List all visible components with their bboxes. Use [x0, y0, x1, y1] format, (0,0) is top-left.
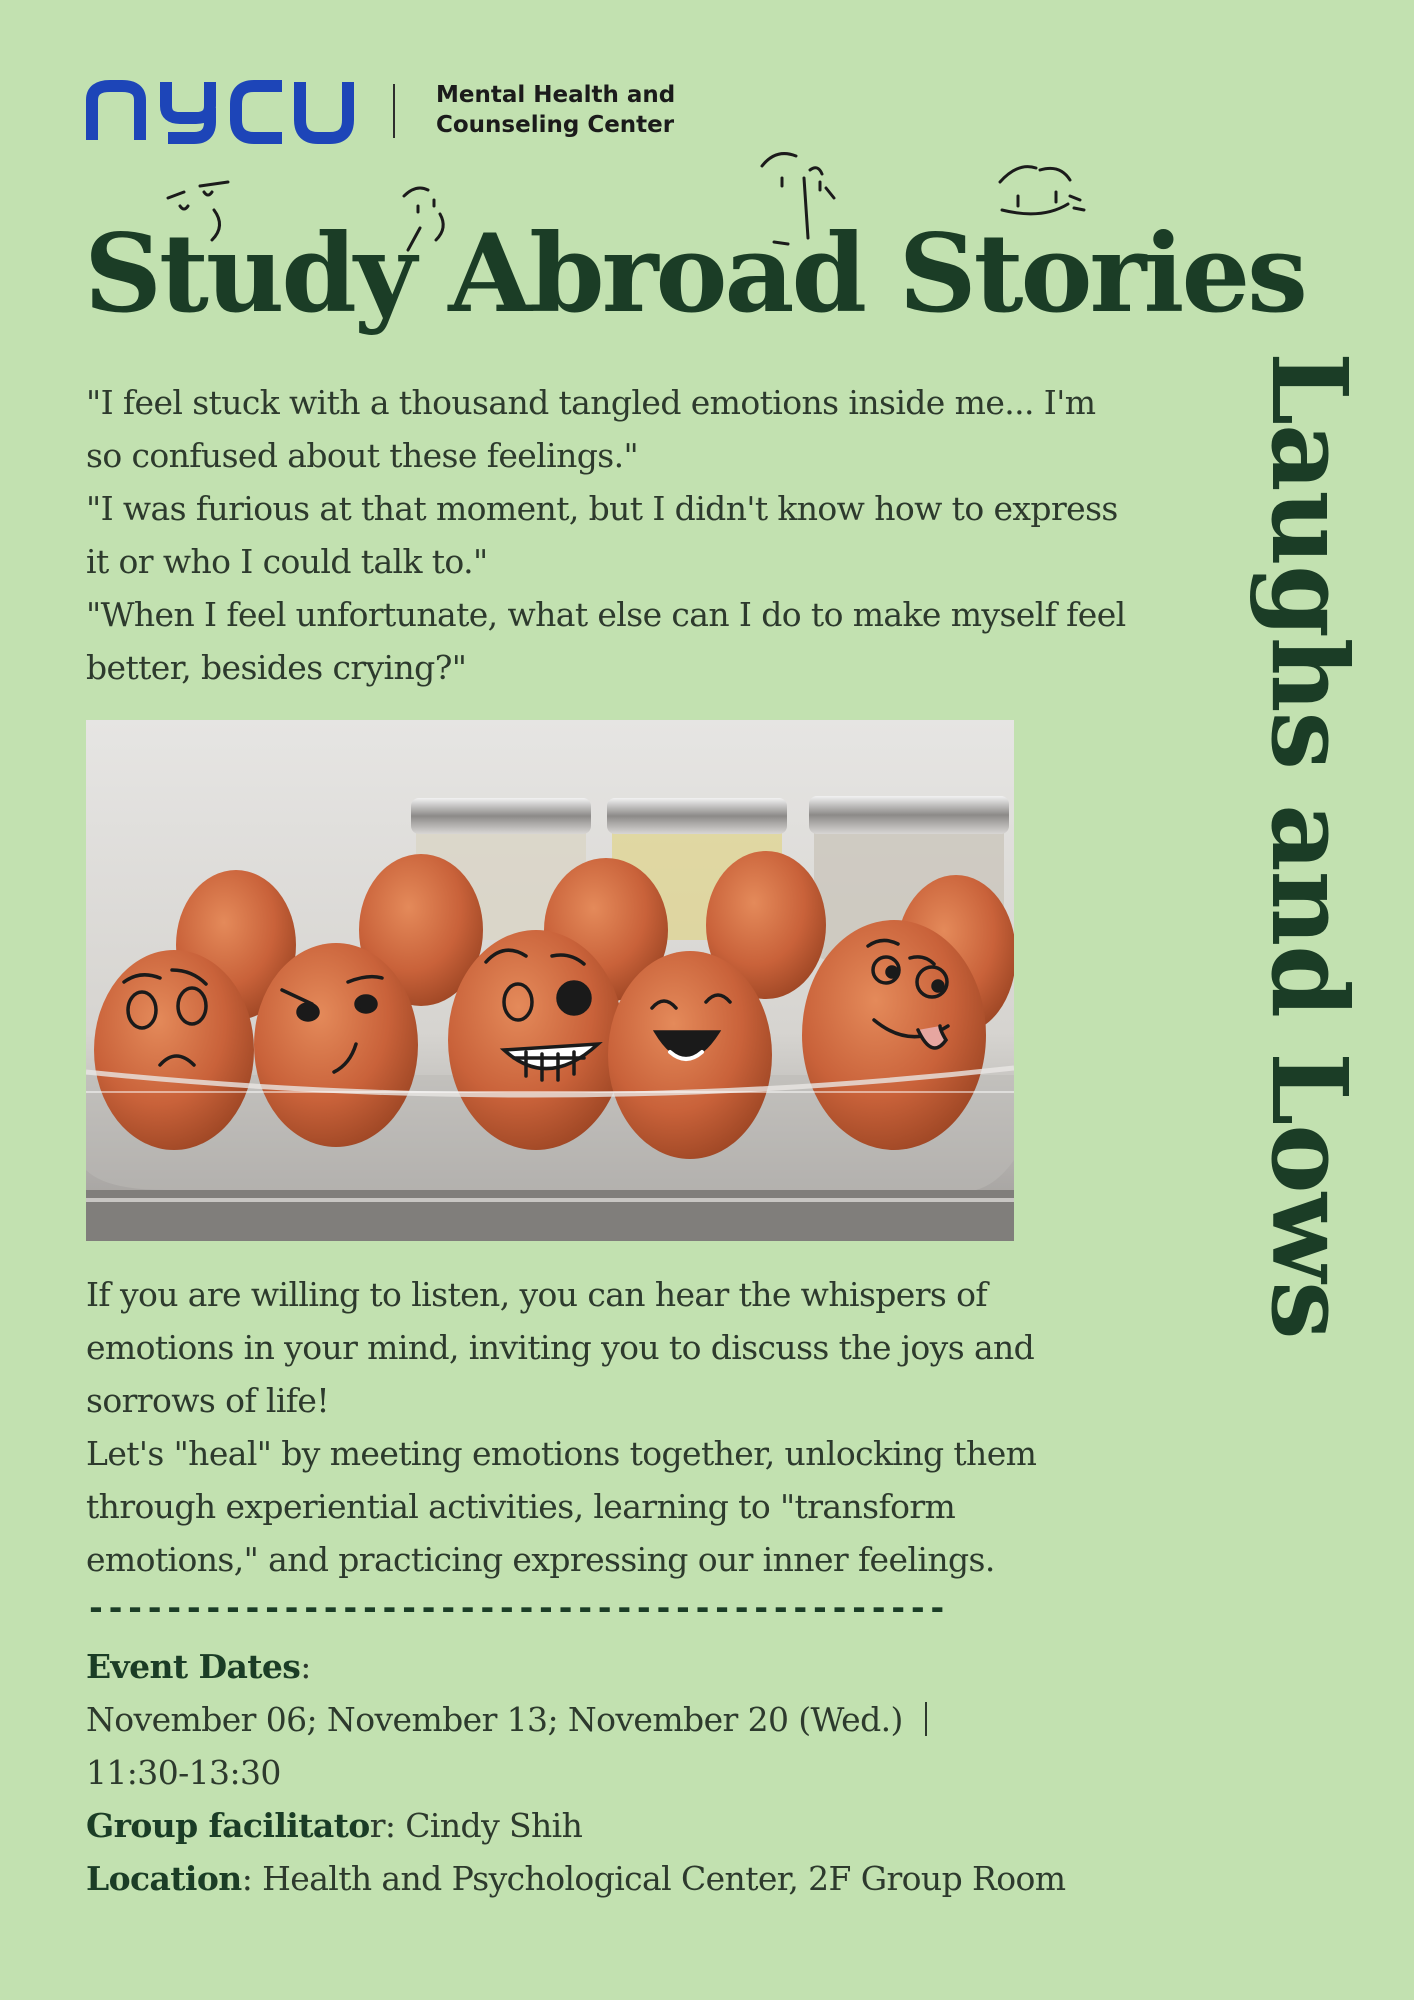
event-dates-row	[86, 1693, 1186, 1746]
quote-1: "I feel stuck with a thousand tangled emotions inside me... I'm so confused about these feelings."	[86, 383, 1096, 475]
side-title-text: Laughs and Lows	[1248, 352, 1371, 1339]
side-title	[1100, 352, 1400, 1532]
egg-laughing	[608, 951, 772, 1159]
location-value: : Health and Psychological Center, 2F Group Room	[241, 1859, 1066, 1898]
description-paragraph-2: Let's "heal" by meeting emotions together, unlocking them through experiential activities, learning to "transform emotions," and practicing expressing our inner feelings.	[86, 1434, 1037, 1579]
egg-smirk	[254, 943, 418, 1147]
facilitator-label: Group facilitato	[86, 1806, 370, 1845]
description-paragraph-1: If you are willing to listen, you can hear the whispers of emotions in your mind, inviting you to discuss the joys and sorrows of life!	[86, 1275, 1035, 1420]
nycu-logo-icon	[86, 78, 354, 144]
event-dates-label: Event Dates	[86, 1647, 301, 1686]
facilitator-value: r: Cindy Shih	[369, 1806, 583, 1845]
eggs-photo	[86, 720, 1014, 1241]
egg-worried	[94, 950, 254, 1150]
facilitator-row	[86, 1799, 1186, 1852]
egg-silly-tongue	[802, 920, 986, 1150]
quote-block	[86, 376, 1126, 694]
event-details	[86, 1640, 1186, 1905]
description	[86, 1268, 1126, 1586]
quote-2: "I was furious at that moment, but I didn't know how to express it or who I could talk to."	[86, 489, 1118, 581]
org-logo	[86, 78, 686, 148]
egg-grinning	[448, 930, 624, 1150]
event-dates-value: November 06; November 13; November 20 (Wed.)	[86, 1700, 903, 1739]
logo-divider	[393, 84, 395, 138]
org-name-line2: Counseling Center	[436, 112, 675, 138]
location-row	[86, 1852, 1186, 1905]
dates-separator	[925, 1702, 927, 1736]
quote-3: "When I feel unfortunate, what else can I do to make myself feel better, besides crying?"	[86, 595, 1126, 687]
location-label: Location	[86, 1859, 242, 1898]
page-title: Study Abroad Stories	[84, 211, 1305, 337]
event-dates-heading: Event Dates:	[86, 1647, 311, 1686]
doodle-face-icon	[1000, 167, 1084, 214]
event-time: 11:30-13:30	[86, 1753, 281, 1792]
org-name-line1: Mental Health and	[436, 82, 676, 108]
dashed-divider: --------------------------------------------	[86, 1596, 947, 1620]
org-name	[436, 80, 696, 140]
